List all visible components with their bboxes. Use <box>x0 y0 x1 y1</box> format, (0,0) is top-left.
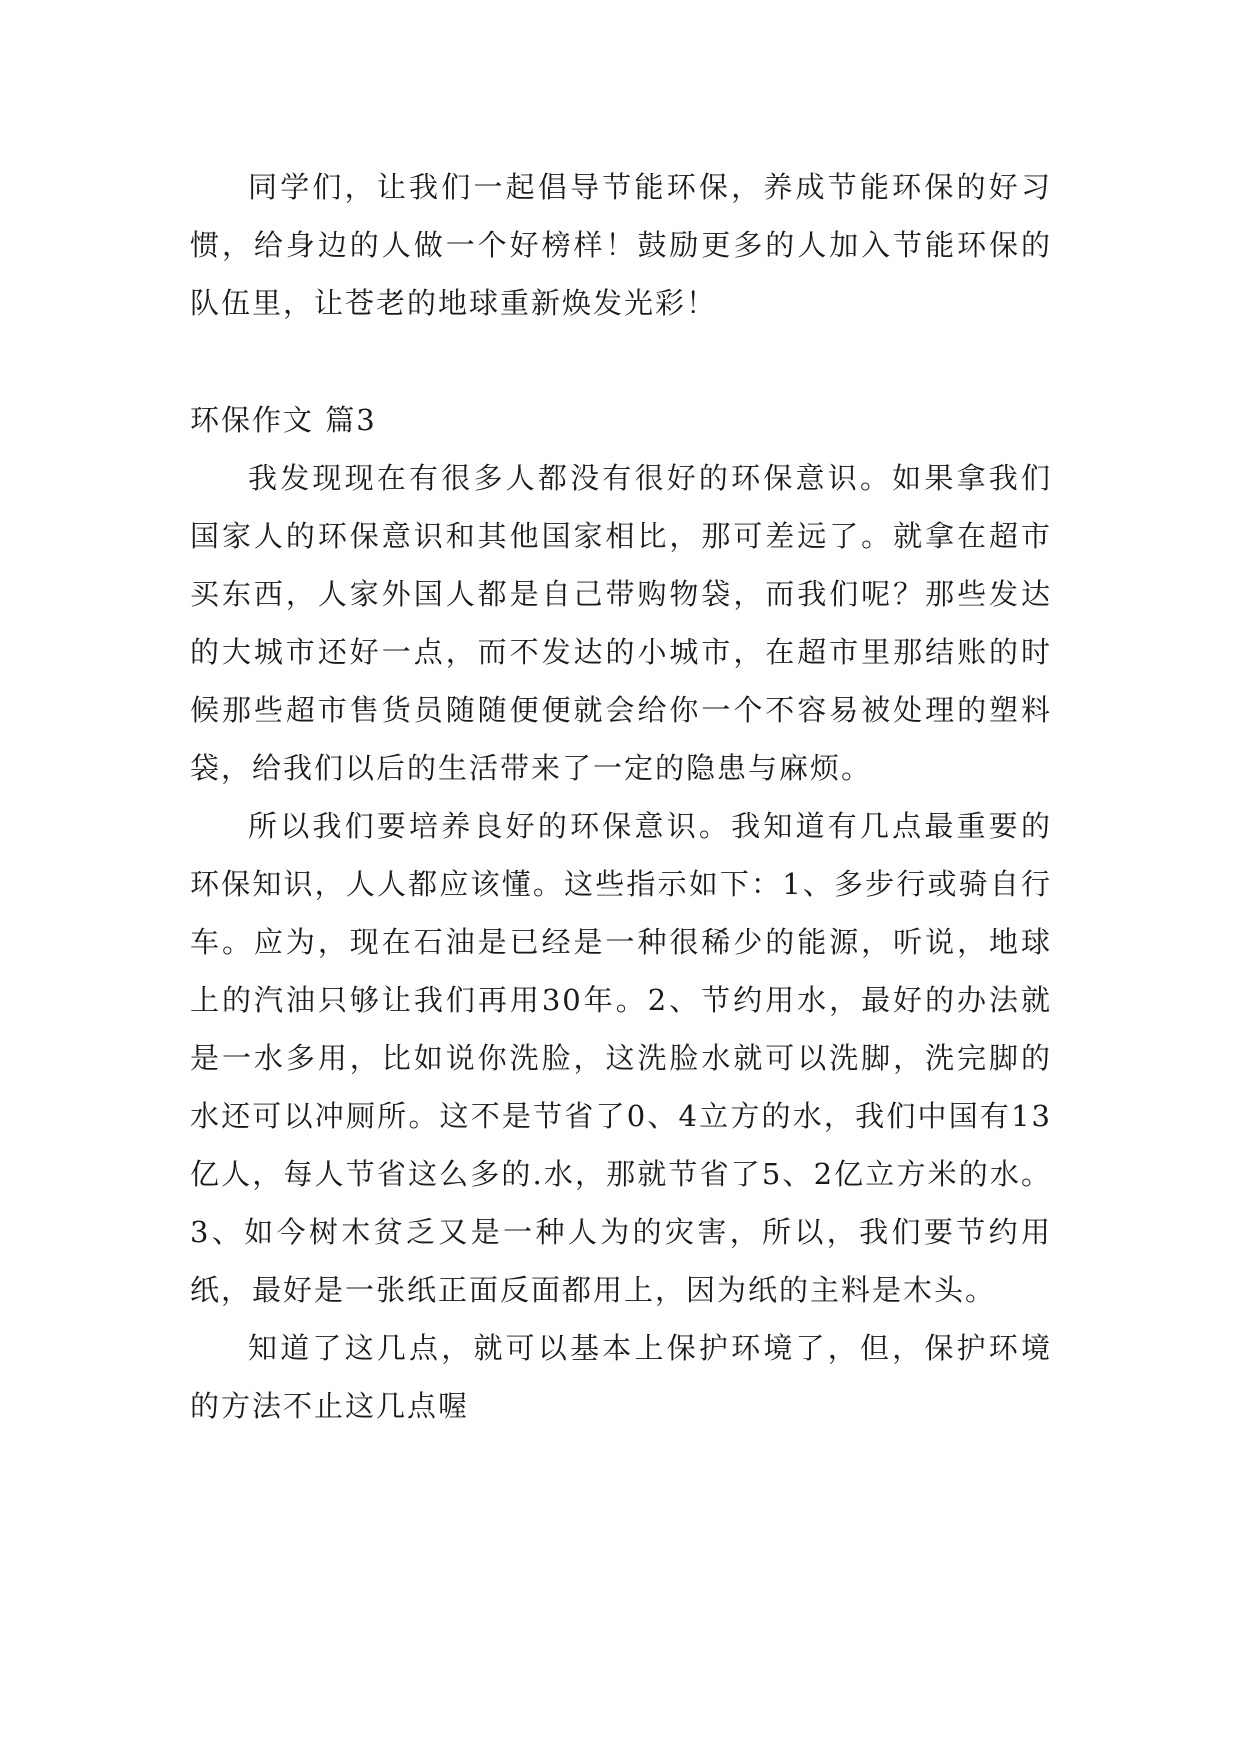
paragraph: 所以我们要培养良好的环保意识。我知道有几点最重要的环保知识，人人都应该懂。这些指示如下：1、多步行或骑自行车。应为，现在石油是已经是一种很稀少的能源，听说，地球上的汽油只够让我们再用30年。2、节约用水，最好的办法就是一水多用，比如说你洗脸，这洗脸水就可以洗脚，洗完脚的水还可以冲厕所。这不是节省了0、4立方的水，我们中国有13亿人，每人节省这么多的.水，那就节省了5、2亿立方米的水。3、如今树木贫乏又是一种人为的灾害，所以，我们要节约用纸，最好是一张纸正面反面都用上，因为纸的主料是木头。 <box>190 809 1052 1307</box>
section-title: 环保作文 篇3 <box>190 403 377 437</box>
paragraph: 我发现现在有很多人都没有很好的环保意识。如果拿我们国家人的环保意识和其他国家相比，那可差远了。就拿在超市买东西，人家外国人都是自己带购物袋，而我们呢？那些发达的大城市还好一点，而不发达的小城市，在超市里那结账的时候那些超市售货员随随便便就会给你一个不容易被处理的塑料袋，给我们以后的生活带来了一定的隐患与麻烦。 <box>190 461 1052 785</box>
paragraph: 知道了这几点，就可以基本上保护环境了，但，保护环境的方法不止这几点喔 <box>190 1331 1052 1423</box>
paragraph: 同学们，让我们一起倡导节能环保，养成节能环保的好习惯，给身边的人做一个好榜样！鼓励更多的人加入节能环保的队伍里，让苍老的地球重新焕发光彩！ <box>190 170 1052 320</box>
essay-body <box>190 449 1052 1435</box>
intro-section <box>190 158 1052 332</box>
section-heading-block <box>190 391 1052 449</box>
